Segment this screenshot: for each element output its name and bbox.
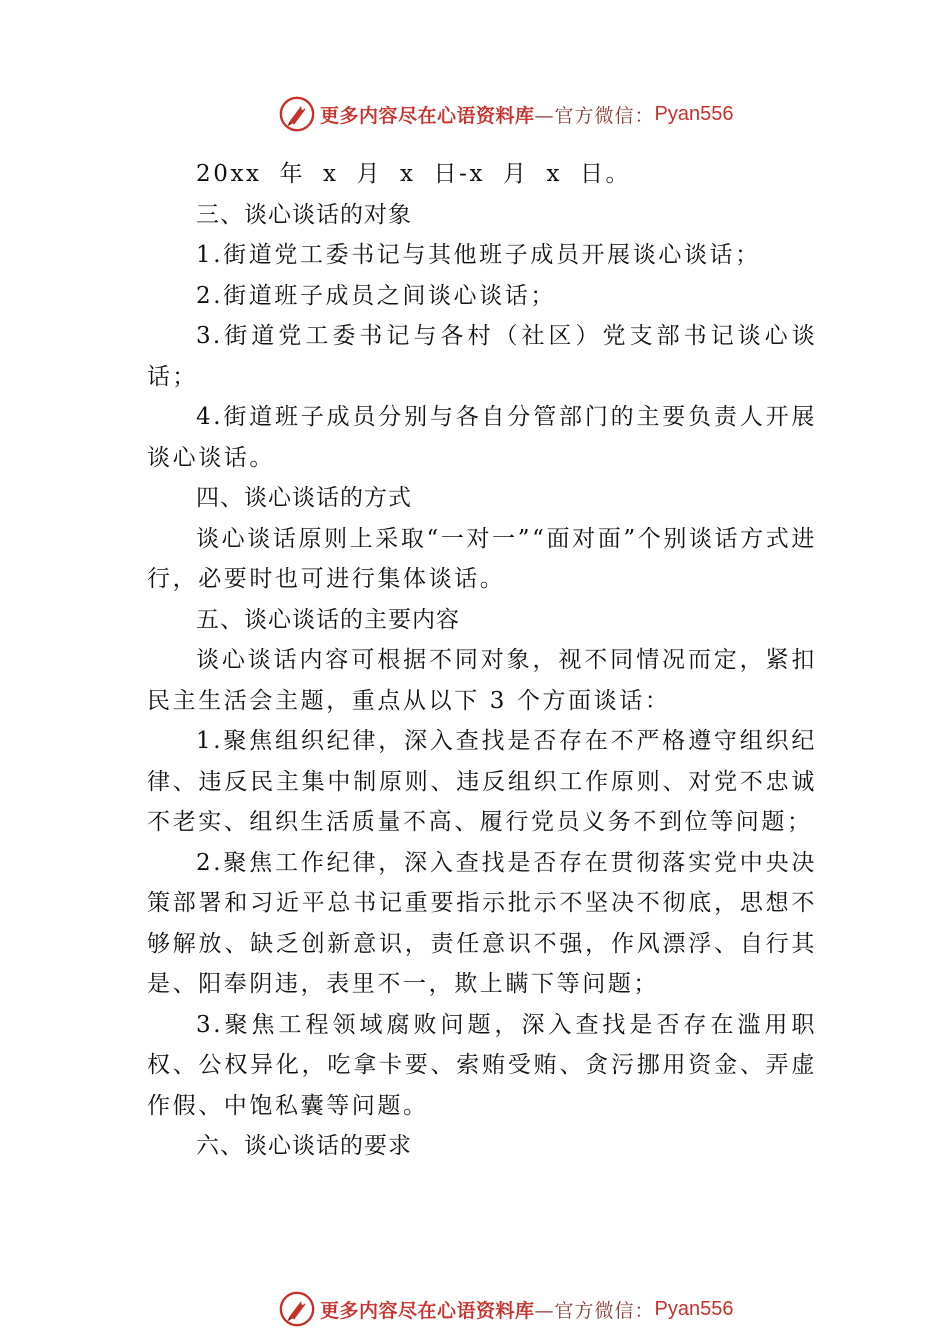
document-body <box>147 154 817 1167</box>
section-heading-3: 三、谈心谈话的对象 <box>196 201 412 228</box>
object-item-4: 4.街道班子成员分别与各自分管部门的主要负责人开展谈心谈话。 <box>147 404 817 471</box>
watermark-wechat-id: Pyan556 <box>654 102 734 125</box>
date-line: 20xx 年 x 月 x 日-x 月 x 日。 <box>196 161 632 187</box>
object-item-1: 1.街道党工委书记与其他班子成员开展谈心谈话； <box>196 242 761 268</box>
method-paragraph: 谈心谈话原则上采取“一对一”“面对面”个别谈话方式进行，必要时也可进行集体谈话。 <box>147 525 817 592</box>
watermark-sub-text: —官方微信： <box>534 1299 655 1322</box>
section-heading-6: 六、谈心谈话的要求 <box>196 1133 412 1159</box>
object-item-3: 3.街道党工委书记与各村（社区）党支部书记谈心谈话； <box>147 323 817 390</box>
watermark-wechat-id: Pyan556 <box>654 1297 734 1320</box>
section-heading-4: 四、谈心谈话的方式 <box>196 485 412 511</box>
watermark-main-text: 更多内容尽在心语资料库 <box>320 104 535 127</box>
content-point-3: 3.聚焦工程领域腐败问题，深入查找是否存在滥用职权、公权异化，吃拿卡要、索贿受贿、贪污挪用资金、弄虚作假、中饱私囊等问题。 <box>147 1011 817 1119</box>
content-intro-paragraph: 谈心谈话内容可根据不同对象，视不同情况而定，紧扣民主生活会主题，重点从以下 3 个方面谈话： <box>147 647 817 714</box>
pen-nib-logo-icon <box>278 95 316 133</box>
footer-watermark <box>278 1289 734 1329</box>
content-point-1: 1.聚焦组织纪律，深入查找是否存在不严格遵守组织纪律、违反民主集中制原则、违反组织工作原则、对党不忠诚不老实、组织生活质量不高、履行党员义务不到位等问题； <box>147 728 817 835</box>
header-watermark <box>278 94 734 134</box>
section-heading-5: 五、谈心谈话的主要内容 <box>196 606 460 633</box>
pen-nib-logo-icon <box>278 1290 316 1328</box>
content-point-2: 2.聚焦工作纪律，深入查找是否存在贯彻落实党中央决策部署和习近平总书记重要指示批示不坚决不彻底，思想不够解放、缺乏创新意识，责任意识不强，作风漂浮、自行其是、阳奉阴违，表里不一，欺上瞒下等问题； <box>147 849 817 997</box>
watermark-sub-text: —官方微信： <box>534 104 655 127</box>
watermark-main-text: 更多内容尽在心语资料库 <box>320 1299 535 1322</box>
object-item-2: 2.街道班子成员之间谈心谈话； <box>196 282 556 309</box>
